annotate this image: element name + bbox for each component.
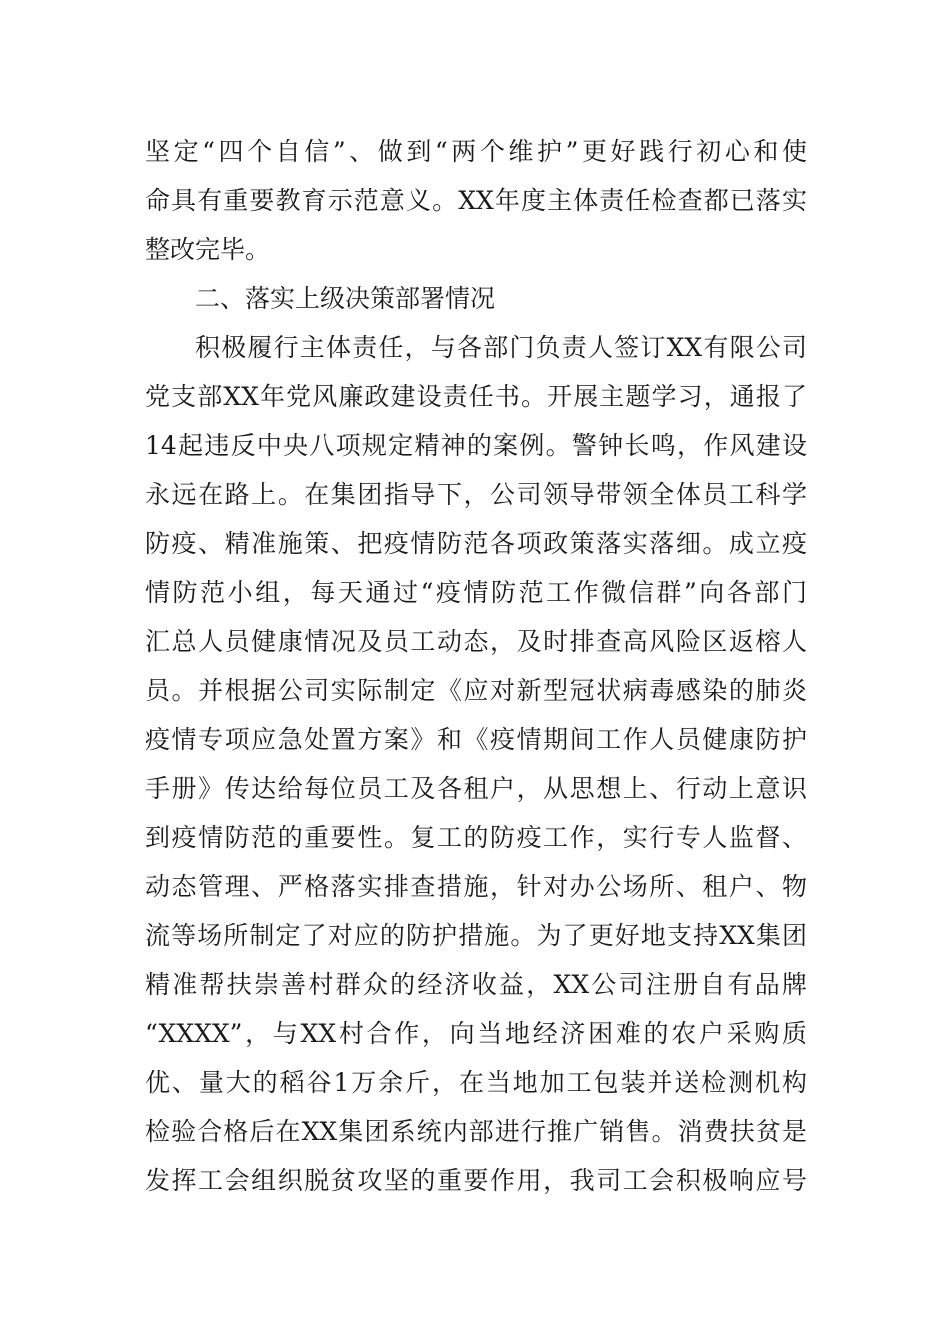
paragraph-line: “XXXX”，与XX村合作，向当地经济困难的农户采购质 (145, 1019, 807, 1048)
paragraph-line: 检验合格后在XX集团系统内部进行推广销售。消费扶贫是 (145, 1117, 807, 1146)
document-body (145, 127, 807, 1205)
paragraph-line: 流等场所制定了对应的防护措施。为了更好地支持XX集团 (145, 921, 807, 950)
paragraph-line: 到疫情防范的重要性。复工的防疫工作，实行专人监督、 (145, 823, 807, 852)
paragraph-line: 命具有重要教育示范意义。XX年度主体责任检查都已落实 (145, 186, 807, 215)
paragraph-line: 永远在路上。在集团指导下，公司领导带领全体员工科学 (145, 480, 807, 509)
paragraph-line: 发挥工会组织脱贫攻坚的重要作用，我司工会积极响应号 (145, 1166, 807, 1195)
paragraph-line: 手册》传达给每位员工及各租户，从思想上、行动上意识 (145, 774, 807, 803)
paragraph-line: 精准帮扶崇善村群众的经济收益，XX公司注册自有品牌 (145, 970, 807, 999)
paragraph-line: 员。并根据公司实际制定《应对新型冠状病毒感染的肺炎 (145, 676, 807, 705)
paragraph-line: 14起违反中央八项规定精神的案例。警钟长鸣，作风建设 (145, 431, 807, 460)
paragraph-line: 整改完毕。 (145, 235, 271, 264)
paragraph-line: 动态管理、严格落实排查措施，针对办公场所、租户、物 (145, 872, 807, 901)
paragraph-line: 疫情专项应急处置方案》和《疫情期间工作人员健康防护 (145, 725, 807, 754)
paragraph-line: 优、量大的稻谷1万余斤，在当地加工包装并送检测机构 (145, 1068, 807, 1097)
paragraph-line: 防疫、精准施策、把疫情防范各项政策落实落细。成立疫 (145, 529, 807, 558)
paragraph-line: 情防范小组，每天通过“疫情防范工作微信群”向各部门 (145, 578, 807, 607)
paragraph-line: 坚定“四个自信”、做到“两个维护”更好践行初心和使 (145, 137, 807, 166)
paragraph-2 (145, 323, 807, 1205)
paragraph-line: 汇总人员健康情况及员工动态，及时排查高风险区返榕人 (145, 627, 807, 656)
paragraph-line: 党支部XX年党风廉政建设责任书。开展主题学习，通报了 (145, 382, 807, 411)
paragraph-line: 积极履行主体责任，与各部门负责人签订XX有限公司 (195, 333, 807, 362)
section-heading: 二、落实上级决策部署情况 (195, 284, 496, 313)
paragraph-1 (145, 127, 807, 274)
